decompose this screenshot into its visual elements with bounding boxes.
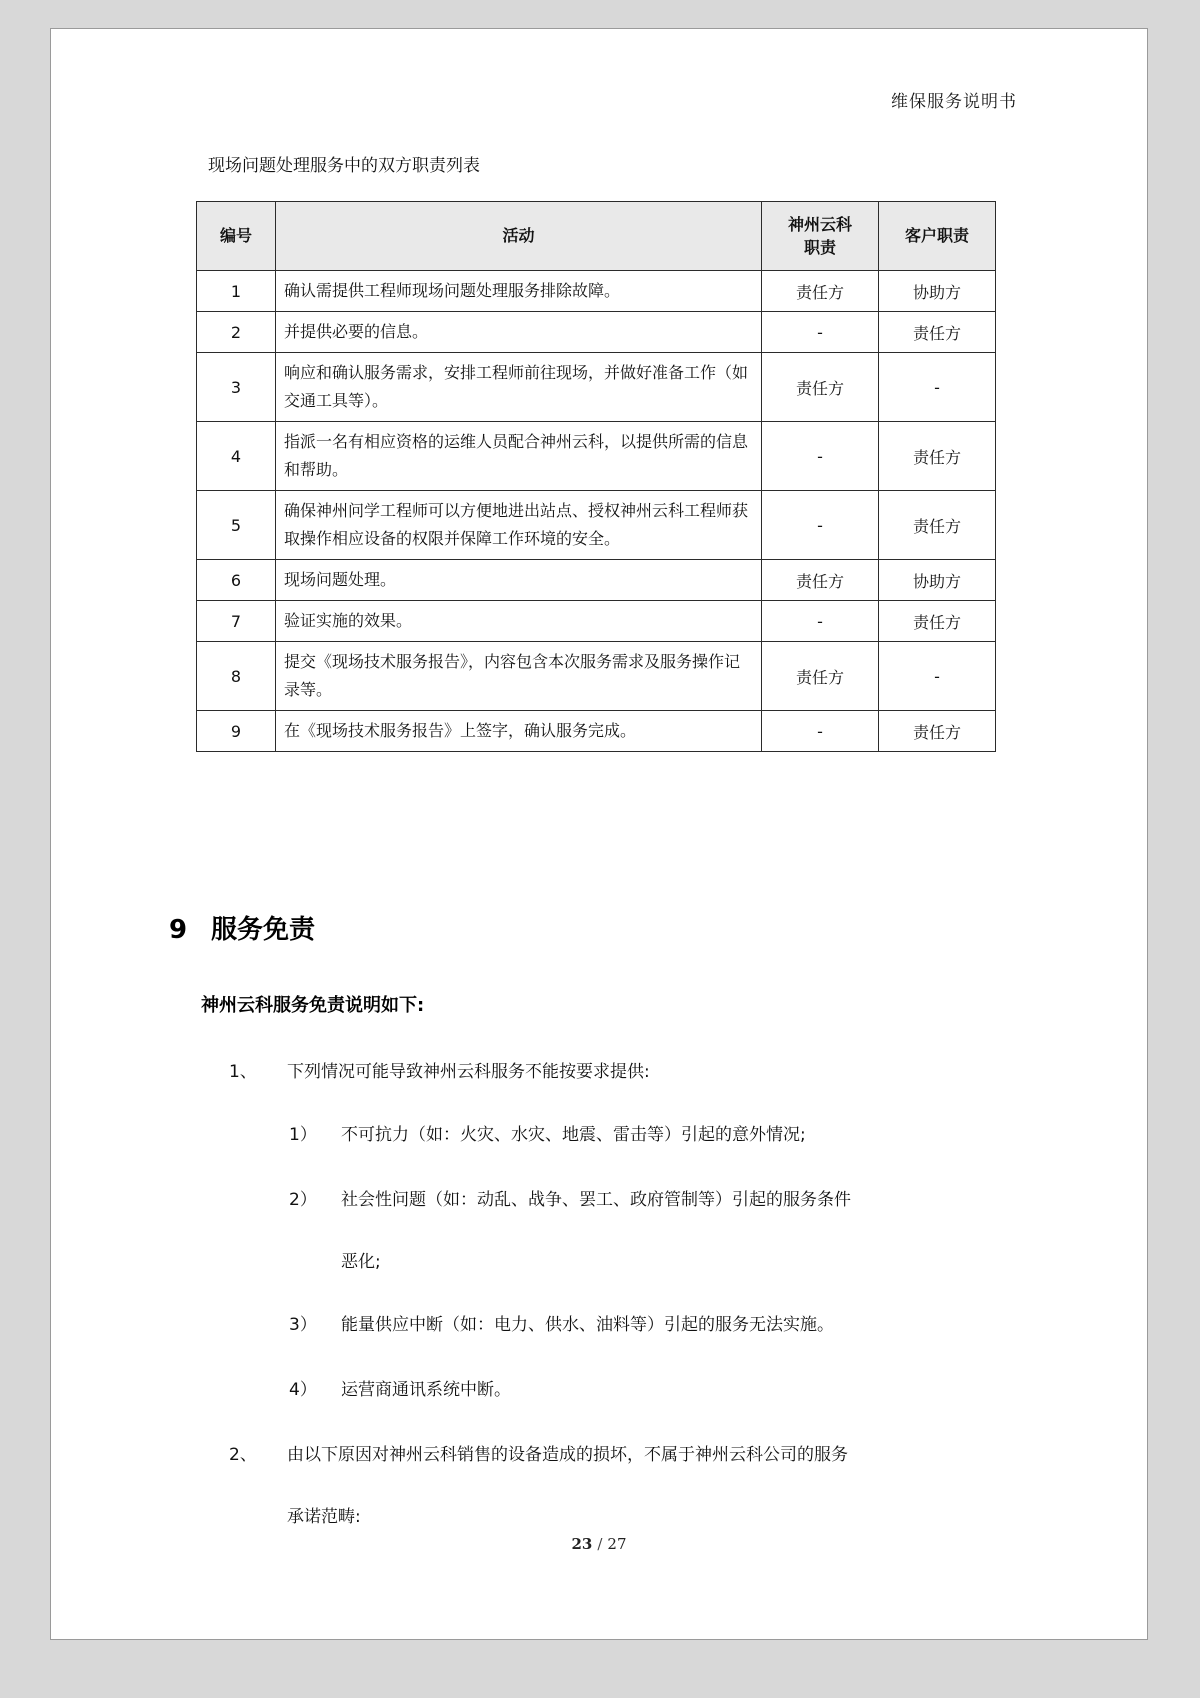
footer-total-pages: 27 xyxy=(607,1535,627,1553)
footer-separator: / xyxy=(597,1535,603,1553)
section-title: 服务免责 xyxy=(211,915,316,945)
table-row xyxy=(197,711,996,752)
table-caption: 现场问题处理服务中的双方职责列表 xyxy=(208,156,480,176)
cell-zhaoyun: - xyxy=(762,711,879,752)
list-text: 能量供应中断（如：电力、供水、油料等）引起的服务无法实施。 xyxy=(341,1315,834,1335)
table-row xyxy=(197,642,996,711)
list-item-1-3 xyxy=(289,1312,1049,1338)
list-marker: 2） xyxy=(289,1190,317,1210)
list-marker: 3） xyxy=(289,1315,317,1335)
table-row xyxy=(197,312,996,353)
cell-zhaoyun: - xyxy=(762,422,879,491)
cell-no: 7 xyxy=(197,601,276,642)
cell-zhaoyun: 责任方 xyxy=(762,353,879,422)
table-header-zhaoyun xyxy=(762,202,879,271)
list-item-1-2-continued: 恶化; xyxy=(341,1252,381,1272)
cell-no: 5 xyxy=(197,491,276,560)
table-header-row xyxy=(197,202,996,271)
list-marker: 1） xyxy=(289,1125,317,1145)
list-item-1-4 xyxy=(289,1377,1049,1403)
list-item-1-1 xyxy=(289,1122,1049,1148)
cell-customer: - xyxy=(879,642,996,711)
cell-activity: 确认需提供工程师现场问题处理服务排除故障。 xyxy=(276,271,762,312)
table-row xyxy=(197,353,996,422)
cell-activity: 并提供必要的信息。 xyxy=(276,312,762,353)
footer-current-page: 23 xyxy=(571,1535,593,1553)
cell-no: 2 xyxy=(197,312,276,353)
cell-customer: 责任方 xyxy=(879,312,996,353)
cell-zhaoyun: 责任方 xyxy=(762,271,879,312)
table-row xyxy=(197,491,996,560)
cell-customer: 协助方 xyxy=(879,271,996,312)
page-footer xyxy=(51,1535,1147,1553)
list-text: 运营商通讯系统中断。 xyxy=(341,1380,511,1400)
list-text: 不可抗力（如：火灾、水灾、地震、雷击等）引起的意外情况; xyxy=(341,1125,806,1145)
cell-no: 1 xyxy=(197,271,276,312)
cell-activity: 在《现场技术服务报告》上签字，确认服务完成。 xyxy=(276,711,762,752)
section-number: 9 xyxy=(169,915,188,945)
cell-customer: 责任方 xyxy=(879,422,996,491)
list-marker: 2、 xyxy=(229,1445,257,1465)
cell-zhaoyun: - xyxy=(762,491,879,560)
document-page xyxy=(50,28,1148,1640)
cell-activity: 提交《现场技术服务报告》，内容包含本次服务需求及服务操作记录等。 xyxy=(276,642,762,711)
page-header-title: 维保服务说明书 xyxy=(891,92,1017,112)
cell-zhaoyun: - xyxy=(762,312,879,353)
list-item-2 xyxy=(229,1442,1049,1468)
cell-no: 6 xyxy=(197,560,276,601)
list-marker: 1、 xyxy=(229,1062,257,1082)
table-header-zhaoyun-line1: 神州云科 xyxy=(787,214,852,234)
cell-customer: - xyxy=(879,353,996,422)
cell-no: 3 xyxy=(197,353,276,422)
cell-customer: 协助方 xyxy=(879,560,996,601)
table-row xyxy=(197,601,996,642)
table-row xyxy=(197,271,996,312)
cell-no: 9 xyxy=(197,711,276,752)
list-item-2-continued: 承诺范畴: xyxy=(287,1507,361,1527)
list-text: 下列情况可能导致神州云科服务不能按要求提供: xyxy=(287,1062,650,1082)
section-subtitle: 神州云科服务免责说明如下: xyxy=(201,995,425,1016)
list-item-1-2 xyxy=(289,1187,1049,1213)
table-header-no: 编号 xyxy=(197,202,276,271)
cell-no: 4 xyxy=(197,422,276,491)
list-text: 由以下原因对神州云科销售的设备造成的损坏，不属于神州云科公司的服务 xyxy=(287,1445,848,1465)
cell-customer: 责任方 xyxy=(879,601,996,642)
cell-zhaoyun: - xyxy=(762,601,879,642)
cell-activity: 响应和确认服务需求，安排工程师前往现场，并做好准备工作（如交通工具等）。 xyxy=(276,353,762,422)
responsibility-table xyxy=(196,201,996,752)
cell-customer: 责任方 xyxy=(879,491,996,560)
table-header-zhaoyun-line2: 职责 xyxy=(803,238,836,257)
cell-activity: 现场问题处理。 xyxy=(276,560,762,601)
list-text: 社会性问题（如：动乱、战争、罢工、政府管制等）引起的服务条件 xyxy=(341,1190,851,1210)
table-header-customer: 客户职责 xyxy=(879,202,996,271)
table-row xyxy=(197,560,996,601)
cell-zhaoyun: 责任方 xyxy=(762,642,879,711)
cell-activity: 确保神州问学工程师可以方便地进出站点、授权神州云科工程师获取操作相应设备的权限并保障工作环境的安全。 xyxy=(276,491,762,560)
list-marker: 4） xyxy=(289,1380,317,1400)
cell-customer: 责任方 xyxy=(879,711,996,752)
cell-activity: 指派一名有相应资格的运维人员配合神州云科，以提供所需的信息和帮助。 xyxy=(276,422,762,491)
cell-activity: 验证实施的效果。 xyxy=(276,601,762,642)
cell-zhaoyun: 责任方 xyxy=(762,560,879,601)
list-item-1 xyxy=(229,1059,1049,1085)
section-heading xyxy=(169,909,315,946)
table-header-activity: 活动 xyxy=(276,202,762,271)
cell-no: 8 xyxy=(197,642,276,711)
table-row xyxy=(197,422,996,491)
